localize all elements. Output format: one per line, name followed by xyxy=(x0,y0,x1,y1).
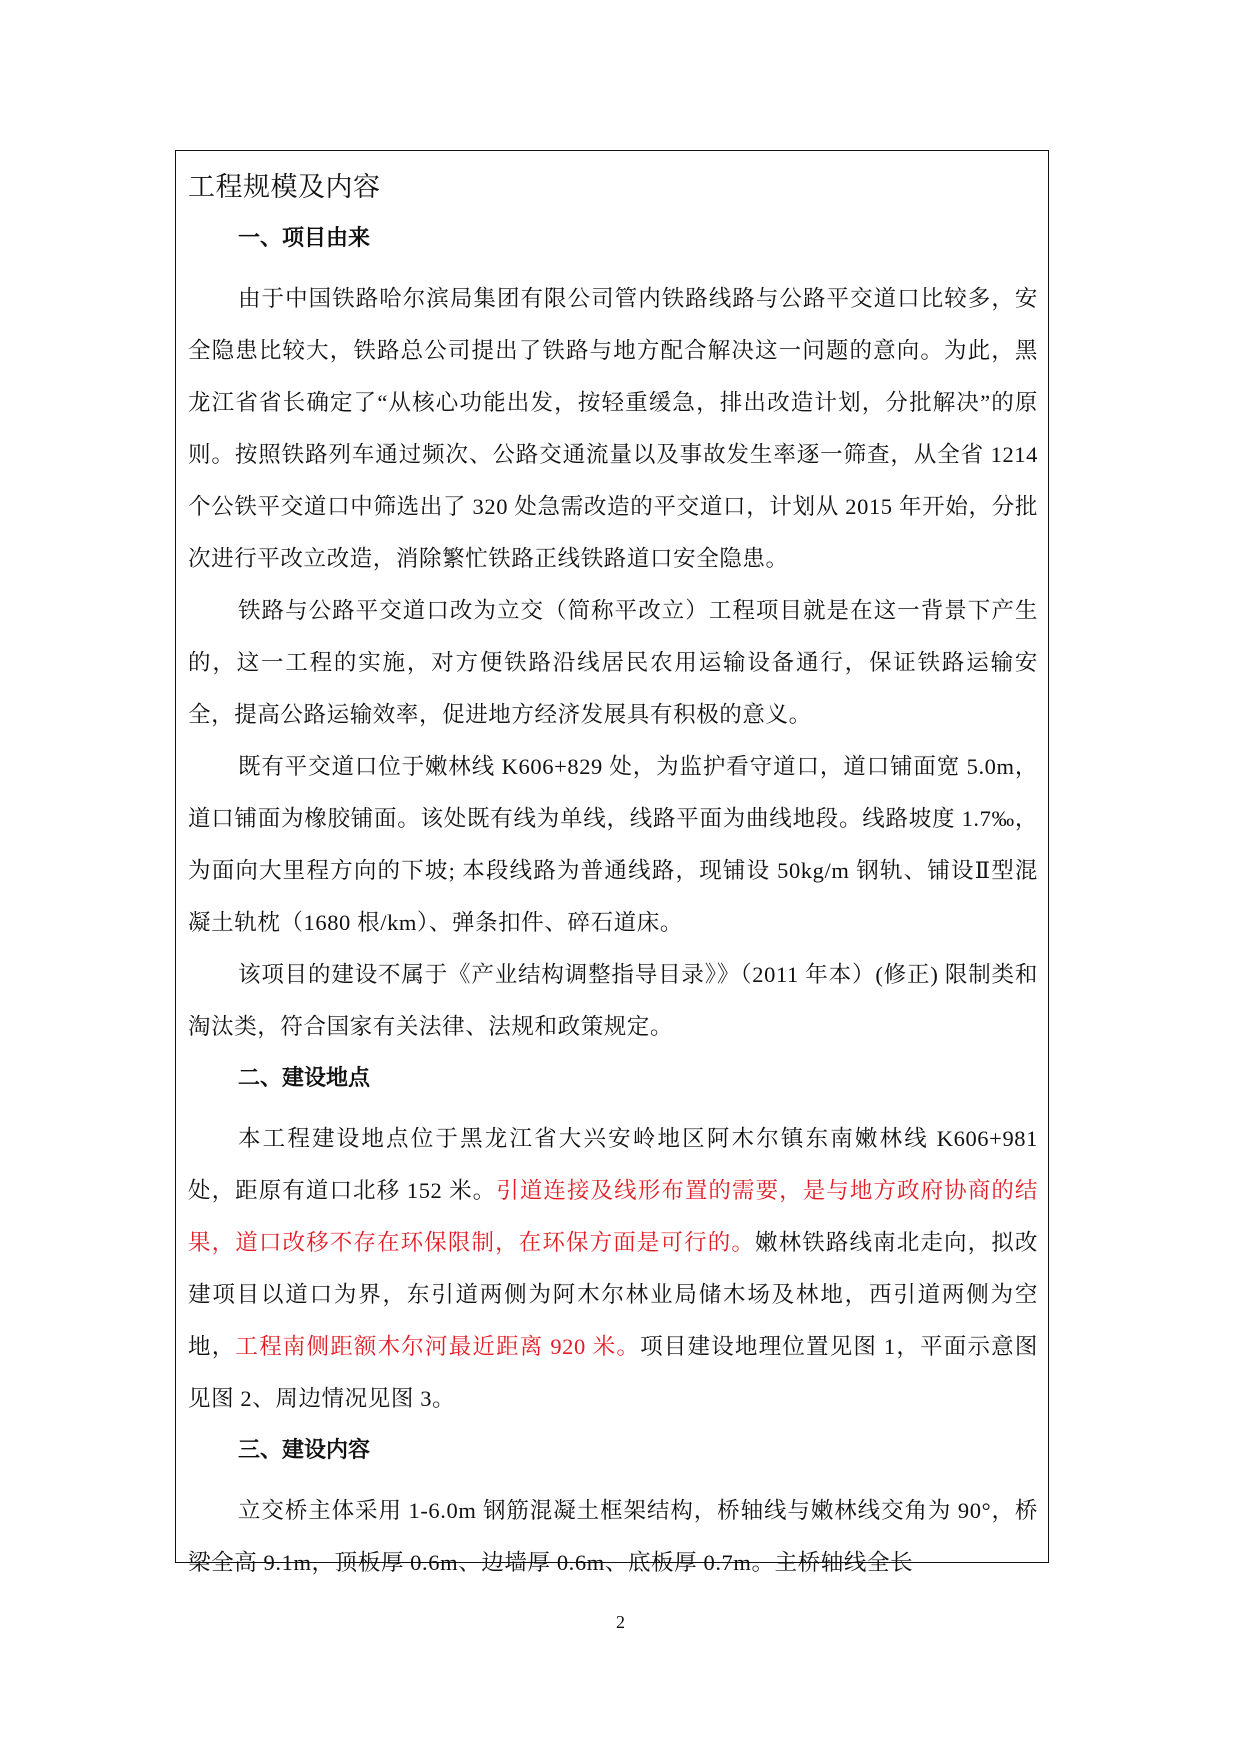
page-title: 工程规模及内容 xyxy=(188,172,381,203)
document-body xyxy=(188,171,1038,1589)
section-heading-content: 三、建设内容 xyxy=(238,1438,371,1463)
text-run: 嫩林铁路线南北走向，拟改建项目以道口为界，东引道两侧为阿木尔林业局储木场及林地，西引道两侧为空地， xyxy=(188,1230,1038,1359)
content-table-frame xyxy=(175,150,1049,1575)
paragraph: 该项目的建设不属于《产业结构调整指导目录》》（2011 年本）(修正) 限制类和淘汰类，符合国家有关法律、法规和政策规定。 xyxy=(188,962,1038,1039)
section-heading-origin: 一、项目由来 xyxy=(238,226,371,251)
paragraph: 既有平交道口位于嫩林线 K606+829 处，为监护看守道口，道口铺面宽 5.0m，道口铺面为橡胶铺面。该处既有线为单线，线路平面为曲线地段。线路坡度 1.7‰，为面向大里程方向的下坡; 本段线路为普通线路，现铺设 50kg/m 钢轨、铺设Ⅱ型混凝土轨枕（1680 根/km）、弹条扣件、碎石道床。 xyxy=(188,754,1038,935)
text-run: 本工程建设地点位于黑龙江省大兴安岭地区阿木尔镇东南嫩林线 K606+981 处，距原有道口北移 152 米。 xyxy=(188,1126,1038,1203)
text-run: 项目建设地理位置见图 1，平面示意图见图 2、周边情况见图 3。 xyxy=(188,1334,1038,1411)
paragraph: 铁路与公路平交道口改为立交（简称平改立）工程项目就是在这一背景下产生的，这一工程的实施，对方便铁路沿线居民农用运输设备通行，保证铁路运输安全，提高公路运输效率，促进地方经济发展具有积极的意义。 xyxy=(188,598,1038,727)
paragraph-location xyxy=(188,1113,1038,1425)
page-number: 2 xyxy=(616,1612,625,1632)
paragraph: 由于中国铁路哈尔滨局集团有限公司管内铁路线路与公路平交道口比较多，安全隐患比较大，铁路总公司提出了铁路与地方配合解决这一问题的意向。为此，黑龙江省省长确定了“从核心功能出发，按轻重缓急，排出改造计划，分批解决”的原则。按照铁路列车通过频次、公路交通流量以及事故发生率逐一筛查，从全省 1214 个公铁平交道口中筛选出了 320 处急需改造的平交道口，计划从 2015 年开始，分批次进行平改立改造，消除繁忙铁路正线铁路道口安全隐患。 xyxy=(188,286,1038,571)
paragraph: 立交桥主体采用 1-6.0m 钢筋混凝土框架结构，桥轴线与嫩林线交角为 90°，桥梁全高 9.1m，顶板厚 0.6m、边墙厚 0.6m、底板厚 0.7m。主桥轴线全长 xyxy=(188,1498,1038,1575)
section-heading-location: 二、建设地点 xyxy=(238,1066,371,1091)
highlighted-text: 引道连接及线形布置的需要，是与地方政府协商的结果，道口改移不存在环保限制，在环保方面是可行的。 xyxy=(188,1178,1038,1255)
highlighted-text: 工程南侧距额木尔河最近距离 920 米。 xyxy=(235,1334,641,1359)
